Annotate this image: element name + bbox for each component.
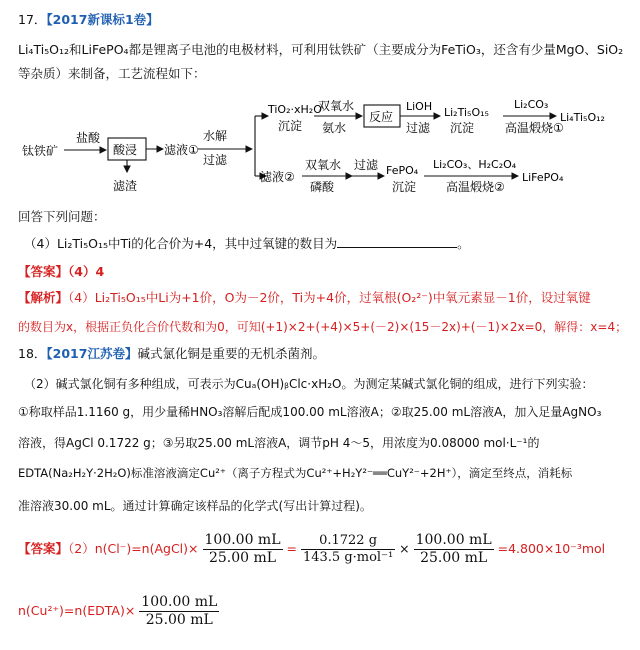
fraction-volume-3: $\frac{100.00 mL}{25.00 mL}$: [141, 594, 218, 628]
flow-li2ti5o15-label: Li₂Ti₅O₁₅: [444, 106, 489, 119]
fraction-volume-2: $\frac{100.00 mL}{25.00 mL}$: [415, 532, 492, 566]
flow-precip1-label: 沉淀: [278, 119, 303, 133]
q18-paragraph-4: EDTA(Na₂H₂Y·2H₂O)标准溶液滴定Cu²⁺（离子方程式为Cu²⁺+H₂Y²⁻══CuY²⁻+2H⁺），滴定至终点，消耗标: [18, 466, 573, 480]
flow-li4ti5o12-label: Li₄Ti₅O₁₂: [560, 111, 605, 124]
q17-explanation-2: 的数目为x，根据正负化合价代数和为0，可知(+1)×2+(+4)×5+(－2)×(15－2x)+(－1)×2x=0，解得：x=4；: [18, 320, 628, 334]
fraction-mass-molar: $\frac{0.1722 g}{\text{143.5 g·mol⁻¹}}$: [302, 533, 394, 565]
equals-sign: =: [286, 540, 297, 556]
q18-paragraph-1: （2）碱式氯化铜有多种组成，可表示为Cuₐ(OH)ᵦClc·xH₂O。为测定某碱式氯化铜的组成，进行下列实验：: [24, 377, 594, 391]
fraction-volume-1: $\frac{100.00 mL}{25.00 mL}$: [204, 532, 281, 566]
q17-number: 17．: [18, 12, 47, 27]
answer-result: =4.800×10⁻³mol: [497, 540, 606, 556]
answer-prompt: 回答下列问题：: [18, 209, 106, 224]
q17-explanation-1: [18, 290, 591, 305]
flow-filter-label: 过滤: [203, 153, 228, 167]
flow-filtrate1-label: 滤液①: [164, 143, 199, 157]
q17-explanation-text-1: （4）Li₂Ti₅O₁₅中Li为+1价，O为－2价，Ti为+4价，过氧根(O₂²⁻)中氧元素显－1价，设过氧键: [68, 290, 591, 305]
flow-precip-label: 沉淀: [450, 121, 475, 135]
q17-answer-label: 【答案】: [18, 264, 69, 279]
flow-filter2-label: 过滤: [406, 121, 431, 135]
flow-calcine1-label: 高温煅烧①: [505, 121, 564, 135]
flow-tio2-label: TiO₂·xH₂O: [268, 103, 322, 116]
q17-intro-1: Li₄Ti₅O₁₂和LiFePO₄都是锂离子电池的电极材料，可利用钛铁矿（主要成分为FeTiO₃，还含有少量MgO、SiO₂: [18, 42, 624, 57]
q18-cu-line: [18, 594, 219, 629]
flow-precip2-label: 沉淀: [392, 180, 417, 194]
flow-leach-label: 酸浸: [113, 143, 138, 157]
answer-blank: [337, 235, 457, 248]
flow-lioh-label: LiOH: [406, 100, 433, 113]
flow-start-ilmenite: 钛铁矿: [22, 144, 59, 158]
flow-ammonia-label: 氨水: [322, 121, 347, 135]
cu-expression: n(Cu²⁺)=n(EDTA)×: [18, 602, 136, 618]
q18-header: [18, 346, 325, 361]
q18-answer-pre: （2）n(Cl⁻)=n(AgCl)×: [68, 540, 199, 556]
flow-residue-label: 滤渣: [113, 179, 138, 193]
q17-sub4: [24, 235, 470, 251]
q17-header: [18, 12, 159, 27]
flow-hcl-label: 盐酸: [76, 131, 101, 145]
q18-source-tag: 【2017江苏卷】: [46, 346, 138, 361]
flow-lifepo4-label: LiFePO₄: [522, 171, 564, 184]
flow-react-label: 反应: [369, 110, 394, 124]
flow-hydrolysis-label: 水解: [203, 129, 228, 143]
q18-answer-label: 【答案】: [18, 540, 69, 556]
q18-paragraph-5: 准溶液30.00 mL。通过计算确定该样品的化学式(写出计算过程)。: [18, 499, 372, 513]
q17-explanation-label: 【解析】: [18, 290, 69, 305]
flow-h3po4-label: 磷酸: [310, 180, 335, 194]
flow-li2co3-label: Li₂CO₃: [514, 98, 549, 111]
q17-sub4-text: （4）Li₂Ti₅O₁₅中Ti的化合价为+4，其中过氧键的数目为: [24, 236, 338, 251]
q17-sub4-end: 。: [457, 236, 470, 251]
q17-answer-text: （4）4: [68, 264, 105, 279]
flow-fepo4-label: FePO₄: [386, 164, 419, 177]
flow-h2o2-label: 双氧水: [318, 99, 355, 113]
q18-paragraph-2: ①称取样品1.1160 g，用少量稀HNO₃溶解后配成100.00 mL溶液A；②取25.00 mL溶液A，加入足量AgNO₃: [18, 405, 602, 419]
flow-calcine2-label: 高温煅烧②: [446, 180, 505, 194]
flow-filter3-label: 过滤: [354, 158, 379, 172]
q17-source-tag: 【2017新课标1卷】: [46, 12, 159, 27]
flow-h2o2-2-label: 双氧水: [305, 158, 342, 172]
q17-intro-2: 等杂质）来制备，工艺流程如下：: [18, 66, 206, 81]
q18-intro: 碱式氯化铜是重要的无机杀菌剂。: [137, 346, 325, 361]
flow-li2co3-h2c2o4-label: Li₂CO₃、H₂C₂O₄: [433, 158, 517, 171]
times-sign: ×: [399, 540, 410, 556]
process-flow-diagram: [0, 92, 640, 202]
q18-paragraph-3: 溶液，得AgCl 0.1722 g；③另取25.00 mL溶液A，调节pH 4～5，用浓度为0.08000 mol·L⁻¹的: [18, 436, 540, 450]
q17-answer: [18, 264, 104, 279]
q18-number: 18．: [18, 346, 47, 361]
flow-filtrate2-label: 滤液②: [260, 170, 295, 184]
q18-answer-line: [18, 532, 605, 567]
